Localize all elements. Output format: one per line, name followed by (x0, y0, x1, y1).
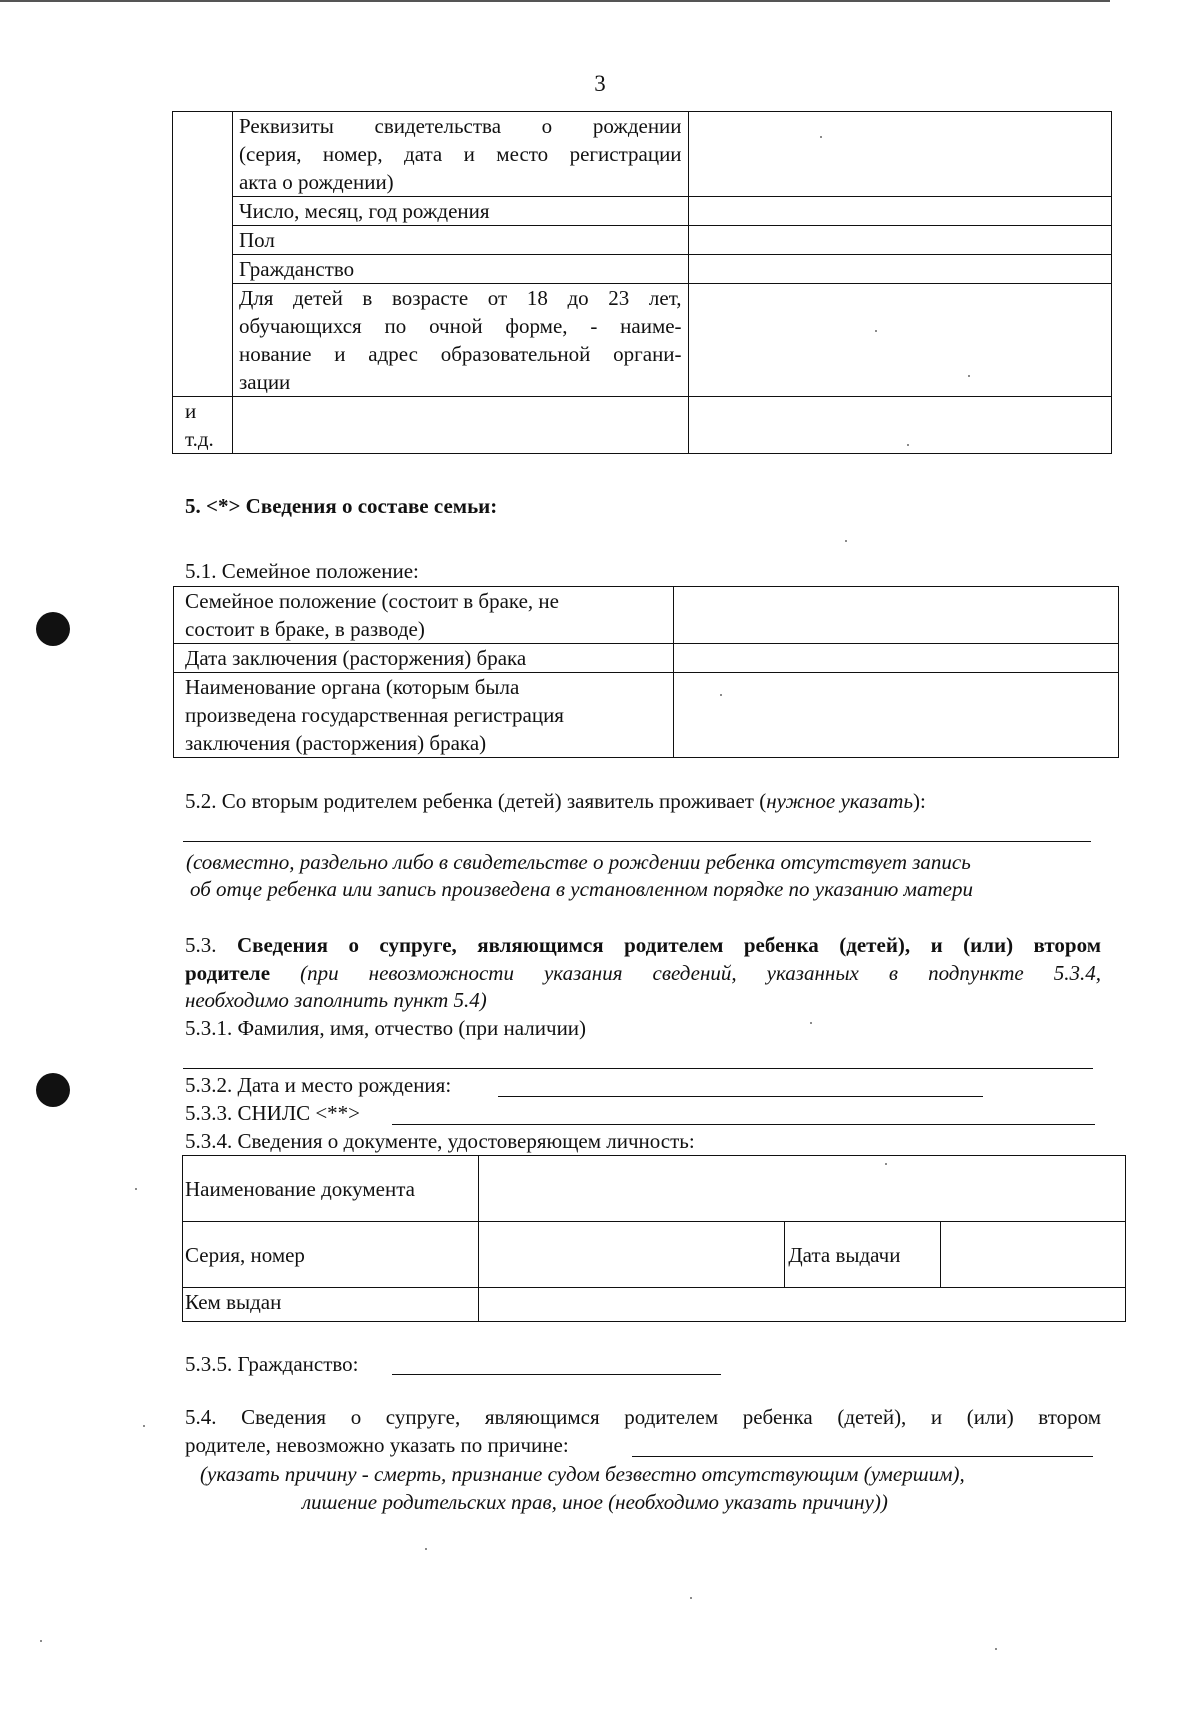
table-row (173, 226, 1112, 255)
scan-speck (690, 1597, 692, 1599)
scan-speck (907, 444, 909, 446)
value-cell[interactable] (673, 587, 1118, 644)
scan-speck (810, 1022, 812, 1024)
scan-speck (995, 1648, 997, 1650)
section-5-3-line2: родителе (при невозможности указания сведений, указанных в подпункте 5.3.4, (185, 961, 1102, 985)
row-label: Число, месяц, год рождения (232, 197, 688, 226)
scan-speck (135, 1188, 137, 1190)
row-label: Пол (232, 226, 688, 255)
issue-date-label: Дата выдачи (785, 1222, 941, 1288)
scan-speck (968, 375, 970, 377)
table-row (183, 1222, 1126, 1288)
row-label: Для детей в возрасте от 18 до 23 лет, обучающихся по очной форме, - наиме- нование и адрес образовательной органи- зации (232, 284, 688, 397)
section-5-4-note-line1: (указать причину - смерть, признание судом безвестно отсутствующим (умершим), (200, 1462, 965, 1486)
table-row (174, 587, 1119, 644)
section-5-3-line1: 5.3. Сведения о супруге, являющимся родителем ребенка (детей), и (или) втором (185, 933, 1101, 957)
issue-date-value[interactable] (941, 1222, 1126, 1288)
page-number: 3 (594, 71, 606, 96)
section-5-3-5-label: 5.3.5. Гражданство: (185, 1352, 359, 1376)
scan-speck (143, 1425, 145, 1427)
scan-speck (40, 1640, 42, 1642)
document-name-label: Наименование документа (183, 1156, 479, 1222)
citizenship-line[interactable] (392, 1374, 721, 1375)
value-cell[interactable] (688, 197, 1111, 226)
etc-cell: и т.д. (173, 397, 233, 454)
section-5-2-answer-line[interactable] (183, 841, 1091, 842)
value-cell[interactable] (232, 397, 688, 454)
scan-speck (845, 540, 847, 542)
section-5-title: 5. <*> Сведения о составе семьи: (185, 494, 498, 518)
value-cell[interactable] (688, 112, 1111, 197)
section-5-2-note-line2: об отце ребенка или запись произведена в установленном порядке по указанию матери (190, 877, 973, 901)
table-row (174, 673, 1119, 758)
row-label: Реквизиты свидетельства о рождении (серия, номер, дата и место регистрации акта о рождении) (232, 112, 688, 197)
snils-line[interactable] (392, 1124, 1095, 1125)
series-number-value[interactable] (478, 1222, 785, 1288)
scan-speck (885, 1163, 887, 1165)
table-row (173, 284, 1112, 397)
identity-document-table (182, 1155, 1126, 1322)
series-number-label: Серия, номер (183, 1222, 479, 1288)
punch-hole (36, 1073, 70, 1107)
value-cell[interactable] (688, 226, 1111, 255)
section-5-1-label: 5.1. Семейное положение: (185, 559, 419, 583)
section-5-4-note-line2: лишение родительских прав, иное (необходимо указать причину)) (302, 1490, 888, 1514)
section-5-3-4-label: 5.3.4. Сведения о документе, удостоверяющем личность: (185, 1129, 695, 1153)
section-5-4-line2: родителе, невозможно указать по причине: (185, 1433, 569, 1457)
section-5-2-note-line1: (совместно, раздельно либо в свидетельстве о рождении ребенка отсутствует запись (186, 850, 971, 874)
full-name-line[interactable] (183, 1068, 1093, 1069)
marital-status-table (173, 586, 1119, 758)
section-5-4-line1: 5.4. Сведения о супруге, являющимся родителем ребенка (детей), и (или) втором (185, 1405, 1101, 1429)
reason-line[interactable] (632, 1456, 1093, 1457)
table-row (174, 644, 1119, 673)
value-cell[interactable] (688, 255, 1111, 284)
birth-date-place-line[interactable] (498, 1096, 983, 1097)
section-5-2-text: 5.2. Со вторым родителем ребенка (детей) заявитель проживает (нужное указать): (185, 789, 926, 813)
row-label: Гражданство (232, 255, 688, 284)
scan-speck (875, 330, 877, 332)
section-5-3-3-label: 5.3.3. СНИЛС <**> (185, 1101, 361, 1125)
row-label: Наименование органа (которым была произведена государственная регистрация заключения (расторжения) брака) (174, 673, 674, 758)
punch-hole (36, 612, 70, 646)
issued-by-label: Кем выдан (183, 1288, 479, 1322)
row-number-cell (173, 112, 233, 397)
value-cell[interactable] (688, 397, 1111, 454)
value-cell[interactable] (688, 284, 1111, 397)
row-label: Дата заключения (расторжения) брака (174, 644, 674, 673)
table-row (173, 197, 1112, 226)
value-cell[interactable] (673, 644, 1118, 673)
table-row (183, 1288, 1126, 1322)
value-cell[interactable] (673, 673, 1118, 758)
section-5-3-1-label: 5.3.1. Фамилия, имя, отчество (при наличии) (185, 1016, 587, 1040)
scan-speck (820, 136, 822, 138)
document-name-value[interactable] (478, 1156, 1125, 1222)
scan-speck (425, 1548, 427, 1550)
section-5-3-line3: необходимо заполнить пункт 5.4) (185, 988, 487, 1012)
table-row (173, 397, 1112, 454)
section-5-3-2-label: 5.3.2. Дата и место рождения: (185, 1073, 452, 1097)
table-row (173, 255, 1112, 284)
row-label: Семейное положение (состоит в браке, не состоит в браке, в разводе) (174, 587, 674, 644)
scan-speck (720, 694, 722, 696)
table-row (173, 112, 1112, 197)
children-table (172, 111, 1112, 454)
table-row (183, 1156, 1126, 1222)
scan-top-edge (0, 0, 1110, 2)
issued-by-value[interactable] (478, 1288, 1125, 1322)
